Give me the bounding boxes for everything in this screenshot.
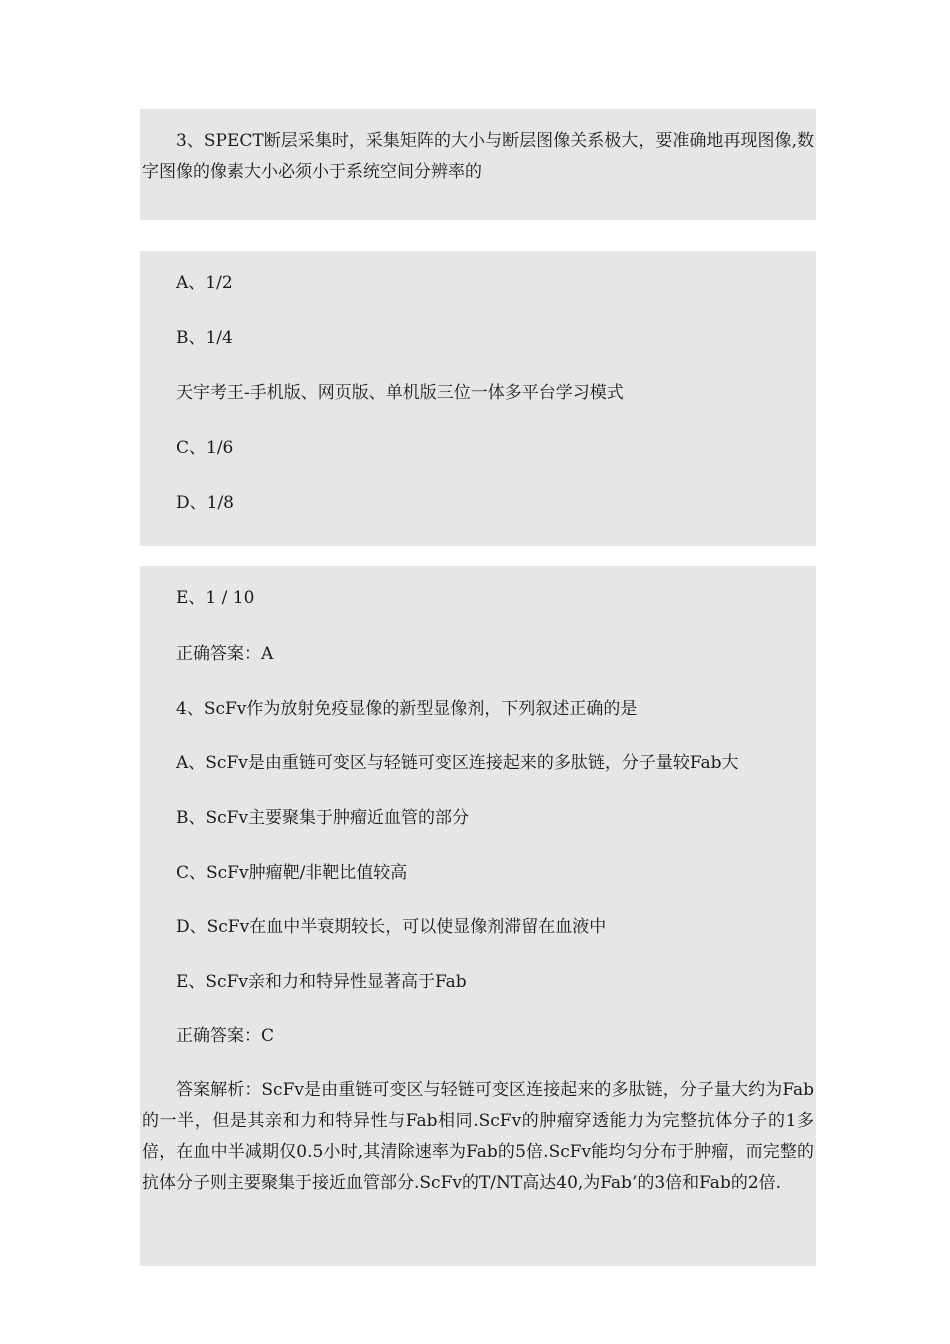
question-4-stem: 4、ScFv作为放射免疫显像的新型显像剂，下列叙述正确的是 (176, 699, 638, 719)
option-d: D、1/8 (176, 493, 234, 513)
q4-option-c: C、ScFv肿瘤靶/非靶比值较高 (176, 863, 408, 883)
question-3-options-panel (140, 251, 816, 546)
question-4-panel (140, 566, 816, 1266)
option-e: E、1 / 10 (176, 588, 255, 608)
question-4-explanation: 答案解析：ScFv是由重链可变区与轻链可变区连接起来的多肽链，分子量大约为Fab的一半，但是其亲和力和特异性与Fab相同.ScFv的肿瘤穿透能力为完整抗体分子的1多倍，在血中半减期仅0.5小时,其清除速率为Fab的5倍.ScFv能均匀分布于肿瘤，而完整的抗体分子则主要聚集于接近血管部分.ScFv的T/NT高达40,为Fab’的3倍和Fab的2倍. (142, 1080, 814, 1193)
q4-option-d: D、ScFv在血中半衰期较长，可以使显像剂滞留在血液中 (176, 917, 607, 937)
question-3-stem: 3、SPECT断层采集时，采集矩阵的大小与断层图像关系极大，要准确地再现图像,数字图像的像素大小必须小于系统空间分辨率的 (142, 131, 814, 182)
q4-option-b: B、ScFv主要聚集于肿瘤近血管的部分 (176, 808, 470, 828)
question-3-stem-panel (140, 109, 816, 220)
question-4-answer: 正确答案：C (176, 1026, 275, 1046)
question-3-answer: 正确答案：A (176, 644, 274, 664)
promo-text: 天宇考王-手机版、网页版、单机版三位一体多平台学习模式 (176, 383, 624, 403)
q4-option-e: E、ScFv亲和力和特异性显著高于Fab (176, 972, 467, 992)
option-c: C、1/6 (176, 438, 234, 458)
q4-option-a: A、ScFv是由重链可变区与轻链可变区连接起来的多肽链，分子量较Fab大 (176, 753, 739, 773)
option-b: B、1/4 (176, 328, 233, 348)
option-a: A、1/2 (176, 273, 233, 293)
